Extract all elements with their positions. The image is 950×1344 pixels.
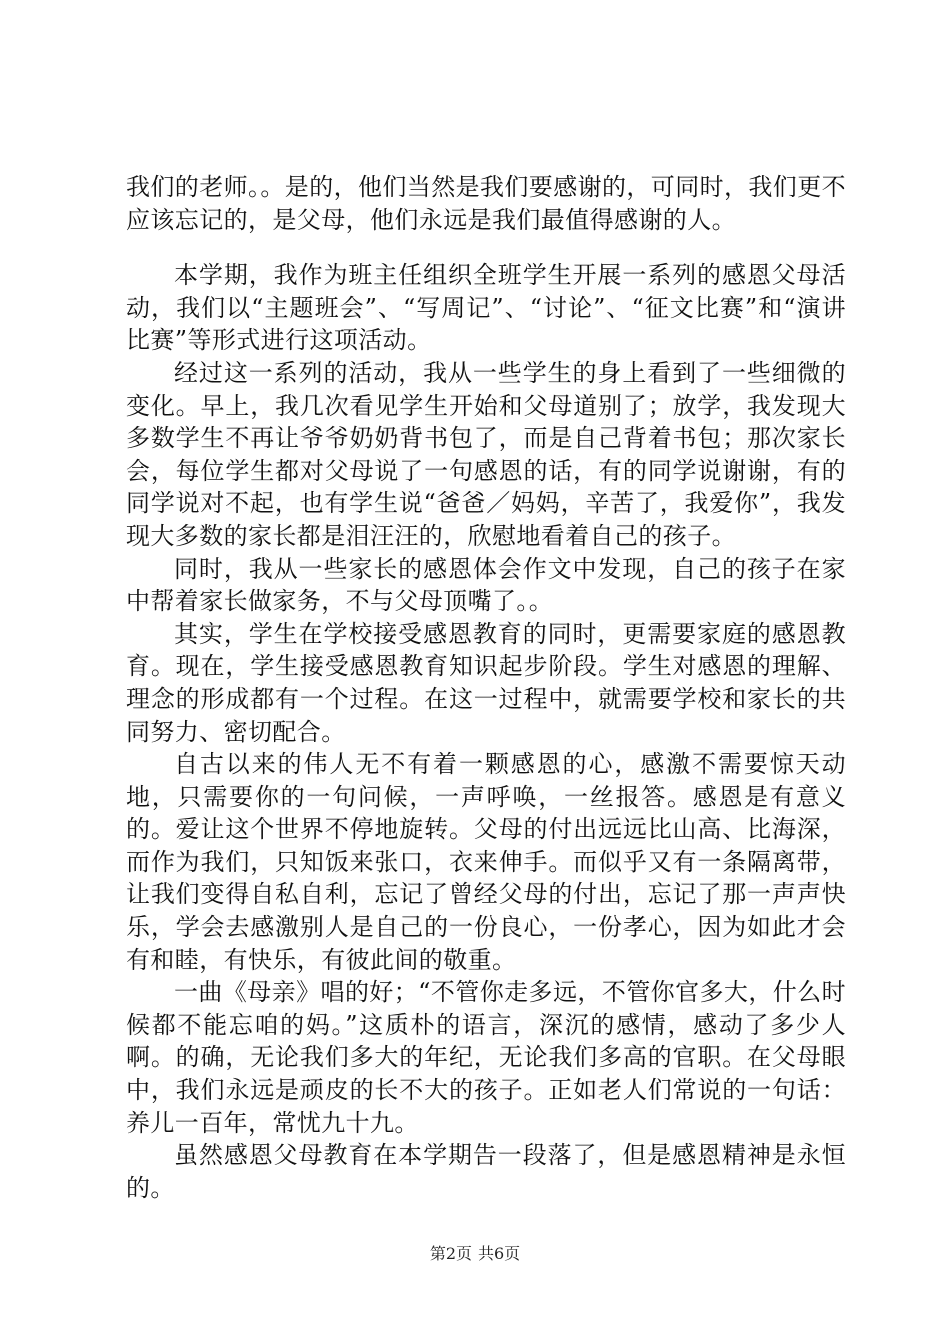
paragraph-song-mother: 一曲《母亲》唱的好；“不管你走多远，不管你官多大，什么时候都不能忘咱的妈。”这质朴的语言，深沉的感情，感动了多少人啊。的确，无论我们多大的年纪，无论我们多高的官职。在父母眼中，我们永远是顽皮的长不大的孩子。正如老人们常说的一句话：养儿一百年，常忧九十九。 bbox=[126, 978, 846, 1137]
paragraph-activities-intro: 本学期，我作为班主任组织全班学生开展一系列的感恩父母活动，我们以“主题班会”、“写周记”、“讨论”、“征文比赛”和“演讲比赛”等形式进行这项活动。 bbox=[126, 261, 846, 355]
paragraph-student-changes: 经过这一系列的活动，我从一些学生的身上看到了一些细微的变化。早上，我几次看见学生开始和父母道别了；放学，我发现大多数学生不再让爷爷奶奶背书包了，而是自己背着书包；那次家长会，每位学生都对父母说了一句感恩的话，有的同学说谢谢，有的同学说对不起，也有学生说“爸爸／妈妈，辛苦了，我爱你”，我发现大多数的家长都是泪汪汪的，欣慰地看着自己的孩子。 bbox=[126, 358, 846, 550]
paragraph-conclusion: 虽然感恩父母教育在本学期告一段落了，但是感恩精神是永恒的。 bbox=[126, 1141, 846, 1202]
paragraph-parent-feedback: 同时，我从一些家长的感恩体会作文中发现，自己的孩子在家中帮着家长做家务，不与父母顶嘴了。。 bbox=[126, 554, 846, 616]
page-footer bbox=[0, 1241, 950, 1264]
paragraph-family-education: 其实，学生在学校接受感恩教育的同时，更需要家庭的感恩教育。现在，学生接受感恩教育知识起步阶段。学生对感恩的理解、理念的形成都有一个过程。在这一过程中，就需要学校和家长的共同努力、密切配合。 bbox=[126, 619, 846, 746]
page-number: 第2页 bbox=[429, 1244, 472, 1263]
document-body bbox=[126, 171, 846, 1204]
page-total: 共6页 bbox=[478, 1244, 521, 1263]
paragraph-gratitude-meaning: 自古以来的伟人无不有着一颗感恩的心，感激不需要惊天动地，只需要你的一句问候，一声呼唤，一丝报答。感恩是有意义的。爱让这个世界不停地旋转。父母的付出远远比山高、比海深，而作为我们，只知饭来张口，衣来伸手。而似乎又有一条隔离带，让我们变得自私自利，忘记了曾经父母的付出，忘记了那一声声快乐，学会去感激别人是自己的一份良心，一份孝心，因为如此才会有和睦，有快乐，有彼此间的敬重。 bbox=[126, 750, 846, 974]
paragraph-continuation: 我们的老师。。是的，他们当然是我们要感谢的，可同时，我们更不应该忘记的，是父母，他们永远是我们最值得感谢的人。 bbox=[126, 173, 846, 234]
